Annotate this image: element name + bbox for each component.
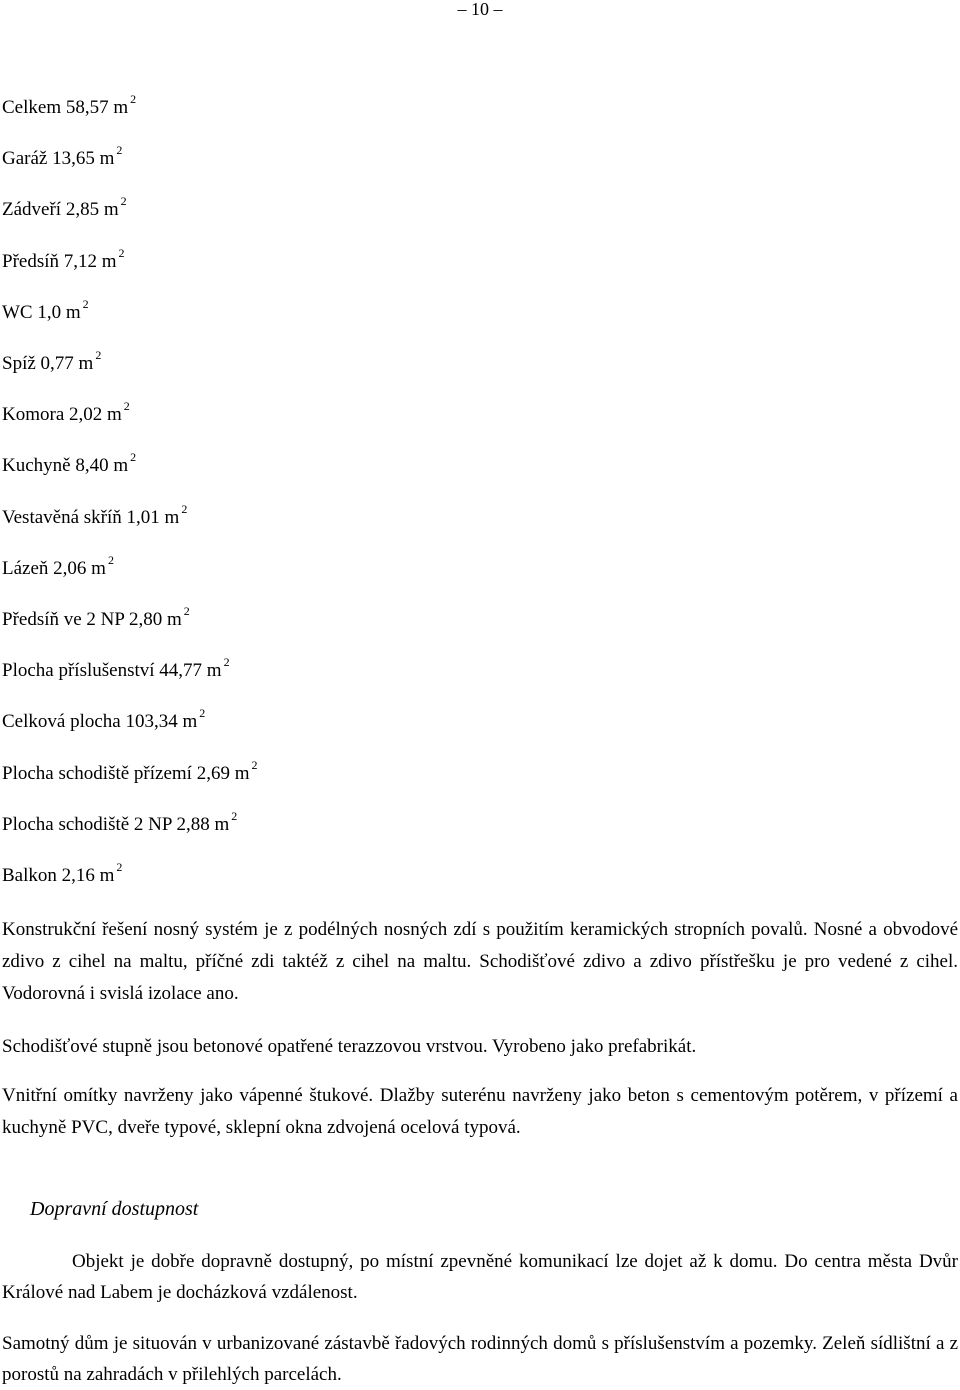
area-unit-exponent: 2	[95, 348, 102, 362]
area-item	[2, 399, 130, 426]
construction-paragraph: Konstrukční řešení nosný systém je z podélných nosných zdí s použitím keramických stropních povalů. Nosné a obvodové zdivo z cihel na maltu, příčné zdi taktéž z cihel na maltu. Schodišťové zdivo a zdivo přístřešku je pro vedené z cihel. Vodorovná i svislá izolace ano.	[2, 919, 958, 1004]
area-label: Plocha schodiště přízemí 2,69 m	[2, 762, 250, 784]
area-item	[2, 194, 127, 221]
location-paragraph: Samotný dům je situován v urbanizované zástavbě řadových rodinných domů s příslušenstvím a pozemky. Zeleň sídlištní a z porostů na zahradách v přilehlých parcelách.	[2, 1333, 958, 1385]
area-label: Předsíň ve 2 NP 2,80 m	[2, 609, 182, 630]
area-item	[2, 296, 89, 324]
area-unit-exponent: 2	[183, 604, 190, 618]
area-item	[2, 604, 190, 631]
area-label: Spíž 0,77 m	[2, 353, 94, 374]
area-label: Plocha schodiště 2 NP 2,88 m	[2, 813, 230, 835]
area-item	[2, 808, 238, 836]
area-unit-exponent: 2	[223, 655, 230, 670]
area-label: Garáž 13,65 m	[2, 148, 115, 170]
area-unit-exponent: 2	[116, 860, 123, 874]
plaster-paragraph: Vnitřní omítky navrženy jako vápenné štukové. Dlažby suterénu navrženy jako beton s cementovým potěrem, v přízemí a kuchyně PVC, dveře typové, sklepní okna zdvojená ocelová typová.	[2, 1085, 958, 1138]
area-label: WC 1,0 m	[2, 301, 81, 323]
area-unit-exponent: 2	[199, 706, 206, 721]
area-item	[2, 348, 102, 375]
area-unit-exponent: 2	[231, 808, 238, 823]
area-item	[2, 450, 137, 477]
area-unit-exponent: 2	[120, 194, 127, 209]
area-label: Balkon 2,16 m	[2, 865, 115, 886]
area-unit-exponent: 2	[251, 757, 258, 772]
area-label: Zádveří 2,85 m	[2, 199, 119, 221]
area-label: Celková plocha 103,34 m	[2, 711, 198, 733]
area-item	[2, 757, 258, 785]
area-unit-exponent: 2	[123, 399, 130, 414]
area-unit-exponent: 2	[82, 296, 89, 311]
area-item	[2, 655, 230, 682]
area-label: Celkem 58,57 m	[2, 97, 129, 118]
area-label: Kuchyně 8,40 m	[2, 455, 129, 477]
area-unit-exponent: 2	[107, 552, 114, 567]
area-unit-exponent: 2	[130, 92, 137, 106]
area-item	[2, 860, 123, 887]
area-unit-exponent: 2	[118, 245, 125, 260]
area-label: Předsíň 7,12 m	[2, 250, 117, 272]
page-number: – 10 –	[457, 0, 503, 19]
area-item	[2, 706, 206, 733]
area-item	[2, 92, 137, 119]
area-label: Plocha příslušenství 44,77 m	[2, 660, 222, 682]
area-item	[2, 501, 188, 529]
area-unit-exponent: 2	[130, 450, 137, 465]
area-item	[2, 143, 123, 170]
area-unit-exponent: 2	[181, 501, 188, 516]
transport-paragraph: Objekt je dobře dopravně dostupný, po místní zpevněné komunikací lze dojet až k domu. Do centra města Dvůr Králové nad Labem je docházková vzdálenost.	[2, 1251, 958, 1303]
area-item	[2, 552, 114, 580]
area-item	[2, 245, 125, 273]
area-label: Lázeň 2,06 m	[2, 557, 106, 579]
section-heading-transport: Dopravní dostupnost	[30, 1198, 199, 1220]
area-label: Komora 2,02 m	[2, 404, 122, 426]
area-label: Vestavěná skříň 1,01 m	[2, 506, 180, 528]
area-unit-exponent: 2	[116, 143, 123, 158]
stairs-paragraph: Schodišťové stupně jsou betonové opatřené terazzovou vrstvou. Vyrobeno jako prefabrikát.	[2, 1036, 697, 1057]
